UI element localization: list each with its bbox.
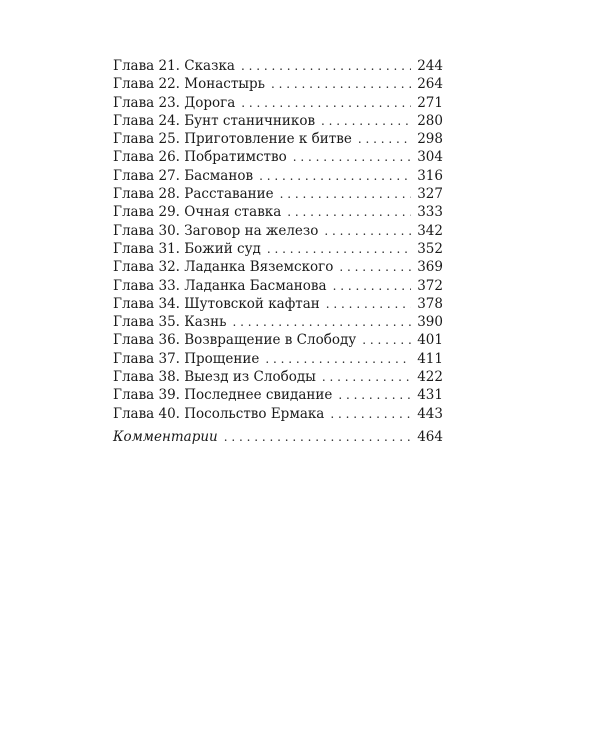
dot-leader [265,350,411,368]
dot-leader [287,203,411,221]
toc-entry [113,405,443,423]
dot-leader [321,112,411,130]
toc-entry-title: Глава 37. Прощение [113,350,260,367]
toc-entry-title: Глава 29. Очная ставка [113,204,282,221]
toc-entry-title: Глава 24. Бунт станичников [113,112,316,129]
toc-entry [113,112,443,130]
dot-leader [241,94,411,112]
toc-entry [113,240,443,258]
toc-entry-page: 390 [417,314,443,331]
toc-entry [113,57,443,75]
toc-entry [113,295,443,313]
dot-leader [324,222,411,240]
toc-entry-title: Глава 40. Посольство Ермака [113,405,325,422]
toc-entry-page: 401 [417,332,443,349]
toc-entry [113,185,443,203]
toc-entry-title: Глава 36. Возвращение в Слободу [113,332,357,349]
dot-leader [326,295,411,313]
toc-entry-page: 264 [417,76,443,93]
toc-entry-page: 271 [417,94,443,111]
dot-leader [322,368,411,386]
toc-entry-page: 378 [417,295,443,312]
dot-leader [362,331,411,349]
toc-entry-title: Глава 27. Басманов [113,167,254,184]
dot-leader [338,386,411,404]
toc-entry-page: 342 [417,222,443,239]
dot-leader [232,313,411,331]
toc-entry-page: 411 [417,350,443,367]
dot-leader [259,167,411,185]
table-of-contents [113,57,443,446]
toc-entry-page: 244 [417,58,443,74]
toc-entry-title: Глава 38. Выезд из Слободы [113,369,316,386]
toc-entry-title: Глава 22. Монастырь [113,76,266,93]
toc-entry-title: Глава 23. Дорога [113,94,236,111]
dot-leader [224,428,411,446]
toc-entry-title: Глава 35. Казнь [113,314,227,331]
toc-entry [113,331,443,349]
dot-leader [241,57,411,75]
toc-entry-title: Глава 30. Заговор на железо [113,222,319,239]
toc-entry-page: 298 [417,131,443,148]
toc-entry-page: 352 [417,240,443,257]
dot-leader [333,277,411,295]
toc-entry-title: Глава 33. Ладанка Басманова [113,277,327,294]
toc-entry-title: Комментарии [113,428,218,445]
toc-entry [113,277,443,295]
toc-entry [113,75,443,93]
toc-entry-page: 431 [417,387,443,404]
toc-entry-title: Глава 28. Расставание [113,186,274,203]
toc-entry [113,130,443,148]
toc-entry [113,258,443,276]
toc-entry-page: 333 [417,204,443,221]
dot-leader [330,405,411,423]
toc-entry-page: 327 [417,186,443,203]
toc-entry-page: 280 [417,112,443,129]
toc-entry [113,368,443,386]
toc-entry-title: Глава 25. Приготовление к битве [113,131,352,148]
toc-entry-page: 316 [417,167,443,184]
toc-entry [113,350,443,368]
toc-entry-title: Глава 31. Божий суд [113,240,261,257]
toc-entry-title: Глава 26. Побратимство [113,149,287,166]
toc-entry-title: Глава 39. Последнее свидание [113,387,333,404]
toc-entry [113,386,443,404]
toc-entry-comments [113,428,443,446]
toc-entry-page: 372 [417,277,443,294]
toc-entry-page: 422 [417,369,443,386]
toc-entry [113,94,443,112]
toc-entry [113,313,443,331]
dot-leader [271,75,411,93]
toc-entry [113,148,443,166]
toc-entry-page: 464 [417,428,443,445]
toc-entry [113,222,443,240]
dot-leader [358,130,411,148]
dot-leader [267,240,411,258]
dot-leader [339,258,411,276]
toc-entry-page: 304 [417,149,443,166]
toc-entry-page: 369 [417,259,443,276]
dot-leader [280,185,411,203]
toc-entry [113,167,443,185]
toc-entry-title: Глава 21. Сказка [113,58,235,74]
toc-entry-page: 443 [417,405,443,422]
toc-entry-title: Глава 34. Шутовской кафтан [113,295,320,312]
toc-entry [113,203,443,221]
toc-entry-title: Глава 32. Ладанка Вяземского [113,259,334,276]
dot-leader [293,148,411,166]
